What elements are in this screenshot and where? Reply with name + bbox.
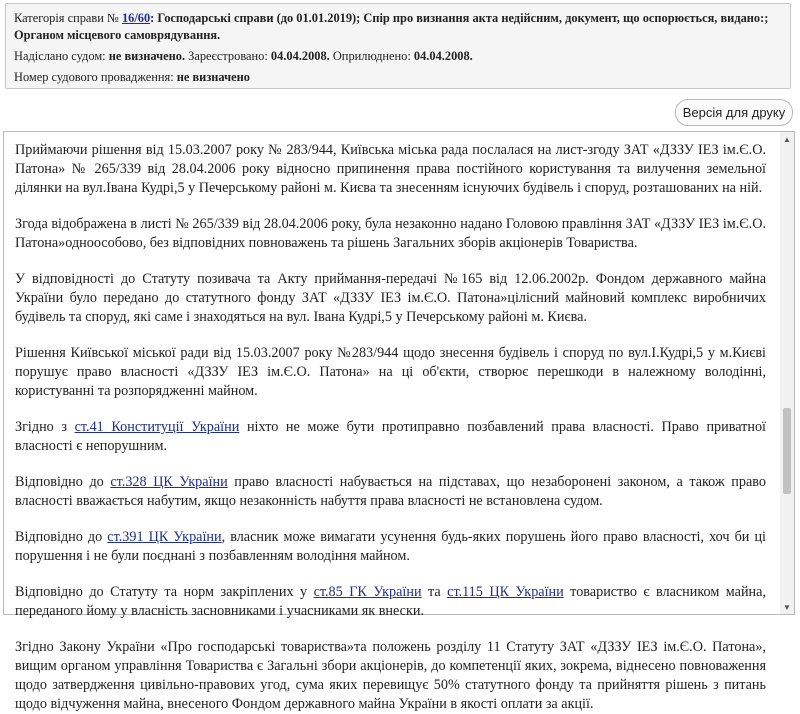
law-link-civil-code-art115[interactable]: ст.115 ЦК України bbox=[447, 584, 564, 600]
document-text bbox=[4, 132, 780, 712]
paragraph-text: Відповідно до bbox=[15, 529, 108, 545]
paragraph: Рішення Київської міської ради від 15.03.2007 року №283/944 щодо знесення будівель і споруд по вул.І.Кудрі,5 у м.Києві порушує право власності «ДЗЗУ ІЕЗ ім.Є.О. Патона» на ці об'єкти, створює перешкоди в належному володінні, користуванні та розпорядженні майном. bbox=[15, 345, 766, 399]
paragraph: Згідно Закону України «Про господарські товариства»та положень розділу 11 Статуту ЗАТ «ДЗЗУ ІЕЗ ім.Є.О. Патона», вищим органом управління Товариства є Загальні збори акціонерів, до компетенції яких, зокрема, віднесено повноваження щодо затвердження цивільно-правових угод, сума яких перевищує 50% статутного фонду та прийняття рішень з питань щодо відчуження майна, внесеного Фондом державного майна України в якості оплати за акції. bbox=[15, 639, 766, 712]
paragraph bbox=[15, 528, 766, 566]
scroll-up-arrow-icon[interactable]: ▲ bbox=[783, 134, 791, 144]
vertical-scrollbar[interactable] bbox=[780, 132, 794, 614]
paragraph: Згода відображена в листі № 265/339 від 28.04.2006 року, була незаконно надано Головою правління ЗАТ «ДЗЗУ ІЕЗ ім.Є.О. Патона»одноособово, без відповідних повноважень та рішень Загальних зборів акціонерів Товариства. bbox=[15, 216, 766, 251]
paragraph: Приймаючи рішення від 15.03.2007 року № 283/944, Київська міська рада послалася на лист-згоду ЗАТ «ДЗЗУ ІЕЗ ім.Є.О. Патона» № 265/339 від 28.04.2006 року відносно припинення права постійного користування та вилучення земельної ділянки на вул.Івана Кудрі,5 у Печерському районі м. Києва та знесенням існуючих будівель і споруд, розташованих на ній. bbox=[15, 142, 766, 196]
paragraph-text: право власності набувається на підставах, що незаборонені законом, а також право власності вважається набутим, якщо незаконність набуття права власності не встановлена судом. bbox=[15, 474, 766, 509]
print-version-button[interactable]: Версія для друку bbox=[675, 99, 793, 126]
scroll-thumb[interactable] bbox=[783, 408, 791, 494]
case-dates-line bbox=[14, 48, 782, 65]
registered-value: 04.04.2008. bbox=[270, 49, 330, 63]
proceeding-label: Номер судового провадження: bbox=[14, 70, 174, 84]
paragraph-text: ніхто не може бути протиправно позбавлений права власності. Право приватної власності є непорушним. bbox=[15, 419, 766, 454]
registered-label: Зареєстровано: bbox=[188, 49, 268, 63]
law-link-civil-code-art328[interactable]: ст.328 ЦК України bbox=[110, 474, 228, 490]
category-text: : Господарські справи (до 01.01.2019); Спір про визнання акта недійсним, документ, що оспорюється, видано:; Органом місцевого самоврядування. bbox=[14, 11, 769, 42]
category-number-link[interactable]: 16/60 bbox=[121, 11, 151, 25]
paragraph-text: Відповідно до bbox=[15, 474, 111, 490]
paragraph: У відповідності до Статуту позивача та Акту приймання-передачі №165 від 12.06.2002р. Фондом державного майна України було передано до статутного фонду ЗАТ «ДЗЗУ ІЕЗ ім.Є.О. Патона»цілісний майновий комплекс виробничих будівель та споруд, які саме і знаходяться на вул. Івана Кудрі,5 у Печерському районі м. Києва. bbox=[15, 271, 766, 325]
paragraph-text: та bbox=[421, 584, 448, 600]
paragraph-text: , власник може вимагати усунення будь-яких порушень його право власності, хоч би ці порушення і не були поєднані з позбавленням володіння майном. bbox=[15, 529, 766, 564]
scroll-down-arrow-icon[interactable]: ▼ bbox=[783, 602, 791, 612]
sent-label: Надіслано судом: bbox=[14, 49, 106, 63]
proceeding-value: не визначено bbox=[176, 70, 250, 84]
sent-value: не визначено. bbox=[108, 49, 186, 63]
case-category-line bbox=[14, 10, 782, 44]
proceeding-line bbox=[14, 69, 782, 86]
law-link-constitution-art41[interactable]: ст.41 Конституції України bbox=[74, 419, 240, 435]
case-info-panel bbox=[5, 3, 791, 89]
paragraph-text: товариство є власником майна, переданого йому у власність засновниками і учасниками як внески. bbox=[15, 584, 766, 619]
published-value: 04.04.2008. bbox=[413, 49, 473, 63]
document-viewer bbox=[3, 131, 795, 712]
paragraph bbox=[15, 473, 766, 511]
paragraph-text: Відповідно до Статуту та норм закріплених у bbox=[15, 584, 314, 600]
paragraph bbox=[15, 418, 766, 456]
paragraph-text: Згідно з bbox=[15, 419, 75, 435]
paragraph bbox=[15, 583, 766, 621]
law-link-civil-code-art391[interactable]: ст.391 ЦК України bbox=[107, 529, 222, 545]
law-link-commercial-code-art85[interactable]: ст.85 ГК України bbox=[313, 584, 422, 600]
category-label: Категорія справи № bbox=[14, 11, 119, 25]
published-label: Оприлюднено: bbox=[332, 49, 411, 63]
